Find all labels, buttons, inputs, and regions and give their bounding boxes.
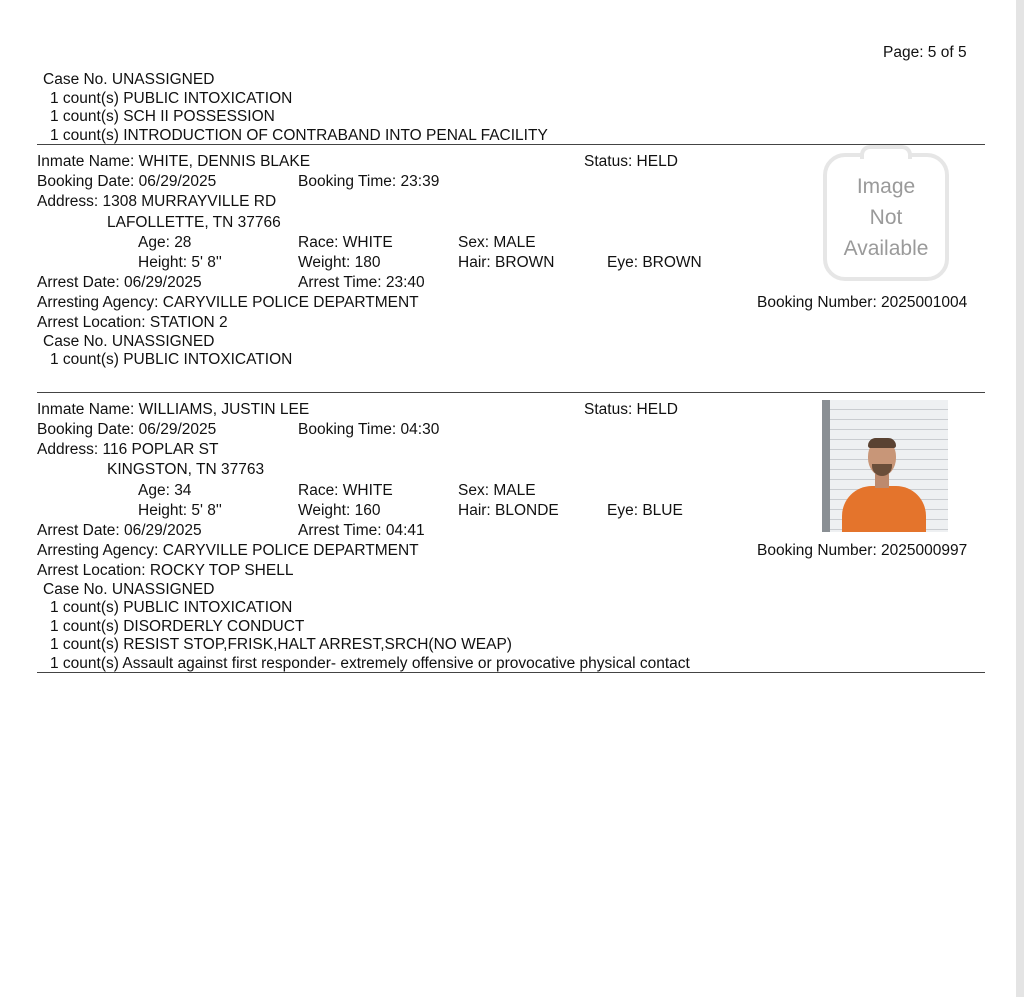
status: Status: HELD [584,153,678,170]
weight: Weight: 160 [298,502,381,519]
image-not-available-placeholder [823,153,949,281]
charge-line: 1 count(s) SCH II POSSESSION [50,108,275,125]
age: Age: 34 [138,482,192,499]
arrest-date: Arrest Date: 06/29/2025 [37,522,202,539]
case-number: Case No. UNASSIGNED [43,581,215,598]
booking-date: Booking Date: 06/29/2025 [37,173,217,190]
divider [37,144,985,145]
case-number: Case No. UNASSIGNED [43,71,215,88]
charge-line: 1 count(s) PUBLIC INTOXICATION [50,351,293,368]
placeholder-text: Image [856,174,916,198]
page-number: Page: 5 of 5 [883,44,967,61]
charge-line: 1 count(s) DISORDERLY CONDUCT [50,618,305,635]
charge-line: 1 count(s) Assault against first responder- extremely offensive or provocative physical contact [50,655,690,672]
arrest-time: Arrest Time: 04:41 [298,522,425,539]
inmate-name: Inmate Name: WHITE, DENNIS BLAKE [37,153,311,170]
booking-time: Booking Time: 04:30 [298,421,440,438]
height: Height: 5' 8'' [138,254,222,271]
status: Status: HELD [584,401,678,418]
mugshot-photo [822,400,948,532]
eye: Eye: BLUE [607,502,683,519]
address-line-2: KINGSTON, TN 37763 [107,461,265,478]
race: Race: WHITE [298,482,393,499]
address-line-2: LAFOLLETTE, TN 37766 [107,214,281,231]
booking-time: Booking Time: 23:39 [298,173,440,190]
charge-line: 1 count(s) PUBLIC INTOXICATION [50,90,293,107]
divider [37,672,985,673]
race: Race: WHITE [298,234,393,251]
placeholder-text: Not [869,205,903,229]
arrest-date: Arrest Date: 06/29/2025 [37,274,202,291]
camera-icon [860,145,912,159]
hair: Hair: BLONDE [458,502,559,519]
arresting-agency: Arresting Agency: CARYVILLE POLICE DEPARTMENT [37,294,419,311]
charge-line: 1 count(s) INTRODUCTION OF CONTRABAND INTO PENAL FACILITY [50,127,548,144]
charge-line: 1 count(s) PUBLIC INTOXICATION [50,599,293,616]
arrest-location: Arrest Location: STATION 2 [37,314,228,331]
sex: Sex: MALE [458,234,536,251]
inmate-name: Inmate Name: WILLIAMS, JUSTIN LEE [37,401,310,418]
eye: Eye: BROWN [607,254,702,271]
weight: Weight: 180 [298,254,381,271]
address-line-1: Address: 1308 MURRAYVILLE RD [37,193,277,210]
placeholder-text: Available [843,236,929,260]
height: Height: 5' 8'' [138,502,222,519]
arresting-agency: Arresting Agency: CARYVILLE POLICE DEPARTMENT [37,542,419,559]
hair: Hair: BROWN [458,254,555,271]
booking-number: Booking Number: 2025000997 [757,542,968,559]
page-edge [1016,0,1024,997]
address-line-1: Address: 116 POPLAR ST [37,441,219,458]
sex: Sex: MALE [458,482,536,499]
divider [37,392,985,393]
case-number: Case No. UNASSIGNED [43,333,215,350]
booking-date: Booking Date: 06/29/2025 [37,421,217,438]
charge-line: 1 count(s) RESIST STOP,FRISK,HALT ARREST,SRCH(NO WEAP) [50,636,512,653]
age: Age: 28 [138,234,192,251]
arrest-location: Arrest Location: ROCKY TOP SHELL [37,562,294,579]
booking-number: Booking Number: 2025001004 [757,294,968,311]
arrest-time: Arrest Time: 23:40 [298,274,425,291]
